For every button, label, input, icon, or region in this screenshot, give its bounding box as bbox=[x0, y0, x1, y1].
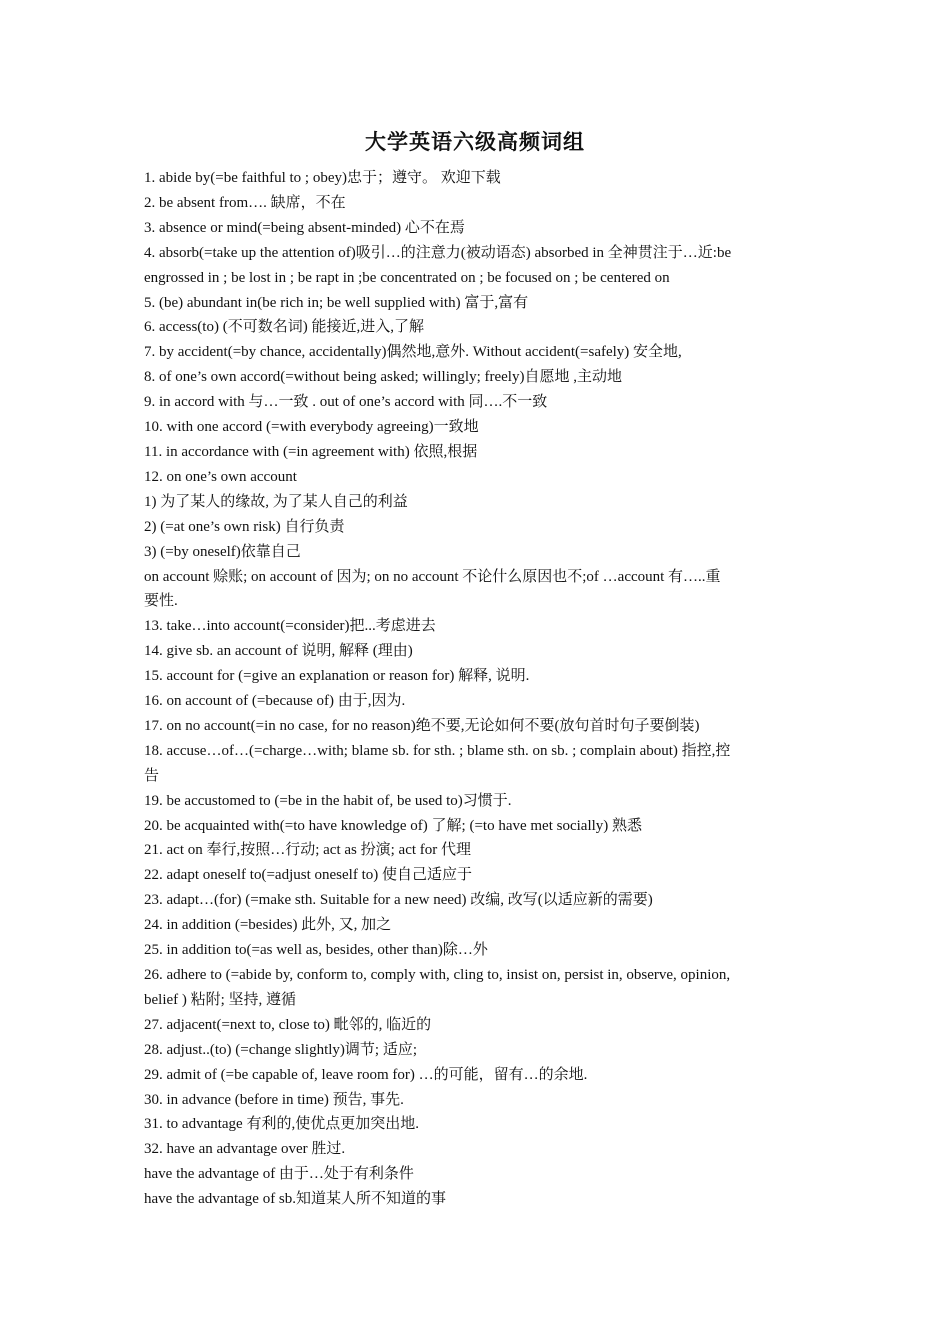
text-line: 9. in accord with 与…一致 . out of one’s accord with 同….不一致 bbox=[144, 394, 548, 411]
text-line: 16. on account of (=because of) 由于,因为. bbox=[144, 693, 406, 710]
text-line: 3. absence or mind(=being absent-minded) 心不在焉 bbox=[144, 219, 465, 236]
text-line: 22. adapt oneself to(=adjust oneself to) 使自己适应于 bbox=[144, 867, 472, 884]
text-line: engrossed in ; be lost in ; be rapt in ;be concentrated on ; be focused on ; be centered on bbox=[144, 269, 670, 286]
text-line: 28. adjust..(to) (=change slightly)调节; 适应; bbox=[144, 1041, 418, 1058]
text-line: 32. have an advantage over 胜过. bbox=[144, 1141, 346, 1158]
text-line: 24. in addition (=besides) 此外, 又, 加之 bbox=[144, 917, 392, 934]
text-line: 15. account for (=give an explanation or reason for) 解释, 说明. bbox=[144, 668, 530, 685]
text-line: 2) (=at one’s own risk) 自行负责 bbox=[144, 518, 345, 535]
text-line: 4. absorb(=take up the attention of)吸引…的注意力(被动语态) absorbed in 全神贯注于…近:be bbox=[144, 244, 732, 261]
text-line: 1) 为了某人的缘故, 为了某人自己的利益 bbox=[144, 493, 408, 510]
text-line: belief ) 粘附; 坚持, 遵循 bbox=[144, 991, 297, 1008]
text-line: have the advantage of sb.知道某人所不知道的事 bbox=[144, 1191, 447, 1208]
text-line: 12. on one’s own account bbox=[144, 468, 297, 485]
text-line: 25. in addition to(=as well as, besides, other than)除…外 bbox=[144, 942, 488, 959]
text-line: 21. act on 奉行,按照…行动; act as 扮演; act for 代理 bbox=[144, 842, 472, 859]
text-line: on account 赊账; on account of 因为; on no account 不论什么原因也不;of …account 有…..重 bbox=[144, 568, 721, 585]
text-line: 2. be absent from…. 缺席，不在 bbox=[144, 194, 346, 211]
text-line: have the advantage of 由于…处于有利条件 bbox=[144, 1166, 414, 1183]
text-line: 29. admit of (=be capable of, leave room for) …的可能，留有…的余地. bbox=[144, 1066, 588, 1083]
text-line: 17. on no account(=in no case, for no reason)绝不要,无论如何不要(放句首时句子要倒装) bbox=[144, 717, 700, 734]
text-line: 11. in accordance with (=in agreement with) 依照,根据 bbox=[144, 443, 478, 460]
text-line: 20. be acquainted with(=to have knowledge of) 了解; (=to have met socially) 熟悉 bbox=[144, 817, 643, 834]
text-line: 要性. bbox=[144, 593, 178, 610]
text-line: 26. adhere to (=abide by, conform to, comply with, cling to, insist on, persist in, observe, opinion, bbox=[144, 967, 731, 983]
text-line: 23. adapt…(for) (=make sth. Suitable for a new need) 改编, 改写(以适应新的需要) bbox=[144, 892, 653, 909]
text-line: 19. be accustomed to (=be in the habit of, be used to)习惯于. bbox=[144, 792, 512, 809]
text-line: 1. abide by(=be faithful to ; obey)忠于；遵守。 欢迎下载 bbox=[144, 170, 501, 186]
text-line: 18. accuse…of…(=charge…with; blame sb. for sth. ; blame sth. on sb. ; complain about) 指控,控 bbox=[144, 742, 731, 759]
text-line: 6. access(to) (不可数名词) 能接近,进入,了解 bbox=[144, 319, 424, 336]
vocabulary-list bbox=[144, 166, 812, 1212]
text-line: 30. in advance (before in time) 预告, 事先. bbox=[144, 1091, 404, 1108]
text-line: 31. to advantage 有利的,使优点更加突出地. bbox=[144, 1116, 419, 1133]
text-line: 5. (be) abundant in(be rich in; be well supplied with) 富于,富有 bbox=[144, 294, 529, 311]
text-line: 7. by accident(=by chance, accidentally)偶然地,意外. Without accident(=safely) 安全地, bbox=[144, 344, 682, 361]
text-line: 3) (=by oneself)依靠自己 bbox=[144, 543, 301, 560]
text-line: 10. with one accord (=with everybody agreeing)一致地 bbox=[144, 419, 479, 436]
text-line: 8. of one’s own accord(=without being asked; willingly; freely)自愿地 ,主动地 bbox=[144, 369, 622, 386]
text-line: 13. take…into account(=consider)把...考虑进去 bbox=[144, 618, 436, 635]
text-line: 14. give sb. an account of 说明, 解释 (理由) bbox=[144, 643, 413, 660]
document-title: 大学英语六级高频词组 bbox=[365, 130, 585, 154]
text-line: 告 bbox=[144, 767, 160, 784]
text-line: 27. adjacent(=next to, close to) 毗邻的, 临近的 bbox=[144, 1016, 432, 1033]
